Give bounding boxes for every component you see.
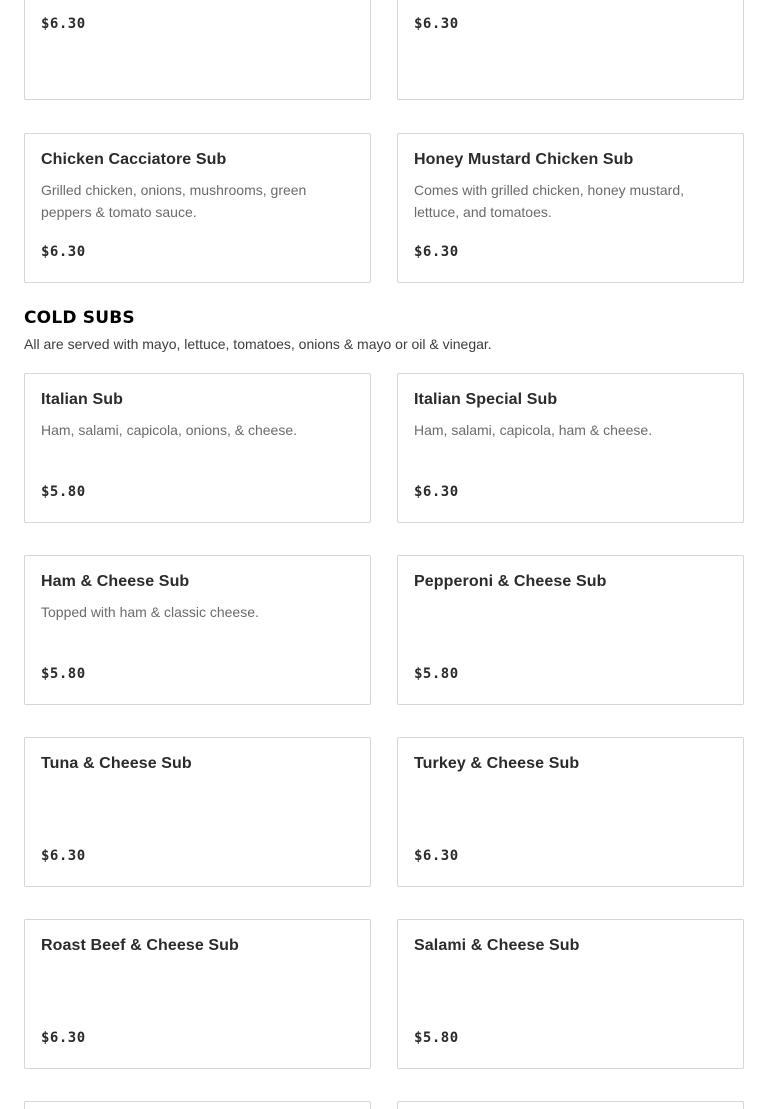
- menu-item-price: $6.30: [414, 848, 459, 864]
- menu-item-price: $6.30: [41, 1030, 86, 1046]
- menu-item-card[interactable]: [24, 133, 371, 283]
- menu-item-description: Grilled chicken, onions, mushrooms, green peppers & tomato sauce.: [41, 182, 307, 220]
- menu-item-name: Roast Beef & Cheese Sub: [41, 937, 239, 954]
- menu-item-price: $6.30: [41, 244, 86, 260]
- menu-item-description: Comes with grilled chicken, honey mustard, lettuce, and tomatoes.: [414, 182, 685, 220]
- menu-item-card[interactable]: [397, 0, 744, 100]
- menu-item-card[interactable]: [24, 0, 371, 100]
- section-title: COLD SUBS: [24, 308, 135, 328]
- menu-item-card[interactable]: [24, 555, 371, 705]
- menu-item-price: $6.30: [414, 484, 459, 500]
- menu-item-name: Tuna & Cheese Sub: [41, 755, 192, 772]
- menu-item-card[interactable]: [24, 919, 371, 1069]
- menu-item-description: Ham, salami, capicola, onions, & cheese.: [41, 422, 298, 438]
- menu-item-price: $6.30: [414, 244, 459, 260]
- menu-item-price: $6.30: [41, 16, 86, 32]
- menu-item-name: Chicken Cacciatore Sub: [41, 151, 227, 168]
- menu-item-name: Italian Sub: [41, 391, 123, 408]
- menu-item-card[interactable]: [397, 737, 744, 887]
- menu-item-card[interactable]: [397, 919, 744, 1069]
- menu-item-price: $5.80: [414, 1030, 459, 1046]
- menu-item-card[interactable]: [397, 133, 744, 283]
- menu-item-name: Ham & Cheese Sub: [41, 573, 190, 590]
- section-description: All are served with mayo, lettuce, tomatoes, onions & mayo or oil & vinegar.: [24, 336, 492, 352]
- menu-item-card[interactable]: [397, 555, 744, 705]
- menu-item-price: $5.80: [414, 666, 459, 682]
- menu-item-description: Ham, salami, capicola, ham & cheese.: [414, 422, 653, 438]
- menu-item-name: Turkey & Cheese Sub: [414, 755, 580, 772]
- menu-item-description: Topped with ham & classic cheese.: [41, 604, 259, 620]
- menu-item-card[interactable]: [24, 373, 371, 523]
- menu-item-name: Salami & Cheese Sub: [414, 937, 580, 954]
- menu-item-card[interactable]: [397, 1101, 744, 1109]
- menu-item-price: $5.80: [41, 666, 86, 682]
- menu-item-card[interactable]: [397, 373, 744, 523]
- menu-item-price: $5.80: [41, 484, 86, 500]
- menu-item-name: Honey Mustard Chicken Sub: [414, 151, 634, 168]
- menu-item-price: $6.30: [41, 848, 86, 864]
- menu-item-card[interactable]: [24, 1101, 371, 1109]
- menu-item-price: $6.30: [414, 16, 459, 32]
- menu-item-name: Pepperoni & Cheese Sub: [414, 573, 607, 590]
- menu-item-card[interactable]: [24, 737, 371, 887]
- menu-item-name: Italian Special Sub: [414, 391, 558, 408]
